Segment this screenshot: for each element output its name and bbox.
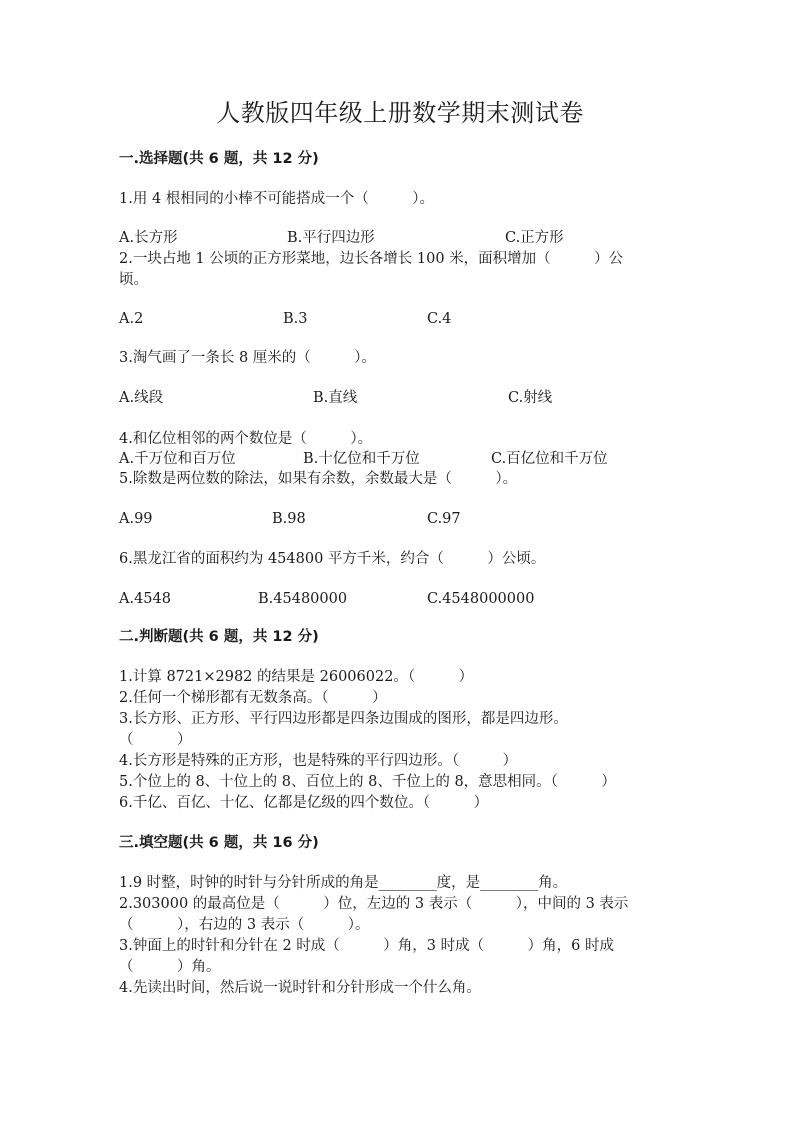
fill-in-line-continued: （ ）角。 — [119, 959, 221, 975]
page-title: 人教版四年级上册数学期末测试卷 — [216, 99, 584, 127]
judgment-line: 2.任何一个梯形都有无数条高。（ ） — [119, 690, 387, 706]
option-b: B.3 — [283, 311, 308, 327]
judgment-line: 1.计算 8721×2982 的结果是 26006022。（ ） — [119, 669, 474, 685]
option-c: C.射线 — [508, 390, 553, 406]
fill-in-line: 2.303000 的最高位是（ ）位，左边的 3 表示（ ），中间的 3 表示 — [119, 896, 629, 912]
judgment-line: 5.个位上的 8、十位上的 8、百位上的 8、千位上的 8，意思相同。（ ） — [119, 774, 616, 790]
judgment-line-continued: （ ） — [119, 732, 192, 748]
section-heading-fill-in: 三.填空题(共 6 题，共 16 分) — [119, 835, 319, 851]
option-b: B.直线 — [313, 390, 358, 406]
question-text: 1.用 4 根相同的小棒不可能搭成一个（ ）。 — [119, 191, 435, 207]
fill-in-line-continued: （ ），右边的 3 表示（ ）。 — [119, 917, 370, 933]
option-c: C.百亿位和千万位 — [491, 451, 608, 467]
option-a: A.99 — [119, 511, 153, 527]
section-heading-choice: 一.选择题(共 6 题，共 12 分) — [119, 151, 319, 167]
fill-in-line: 1.9 时整，时钟的时针与分针所成的角是________度，是________角。 — [119, 875, 568, 891]
option-c: C.正方形 — [505, 230, 564, 246]
option-c: C.4548000000 — [427, 591, 535, 607]
question-text-continued: 顷。 — [119, 272, 148, 288]
question-text: 4.和亿位相邻的两个数位是（ ）。 — [119, 431, 373, 447]
question-text: 6.黑龙江省的面积约为 454800 平方千米，约合（ ）公顷。 — [119, 551, 546, 567]
option-c: C.97 — [427, 511, 461, 527]
option-a: A.千万位和百万位 — [119, 451, 236, 467]
fill-in-line: 4.先读出时间，然后说一说时针和分针形成一个什么角。 — [119, 980, 481, 996]
option-a: A.线段 — [119, 390, 164, 406]
option-a: A.2 — [119, 311, 144, 327]
question-text: 5.除数是两位数的除法，如果有余数，余数最大是（ ）。 — [119, 471, 518, 487]
option-a: A.长方形 — [119, 230, 178, 246]
question-text: 3.淘气画了一条长 8 厘米的（ ）。 — [119, 350, 377, 366]
option-b: B.98 — [272, 511, 306, 527]
option-b: B.平行四边形 — [287, 230, 375, 246]
option-b: B.十亿位和千万位 — [303, 451, 420, 467]
section-heading-judgment: 二.判断题(共 6 题，共 12 分) — [119, 629, 319, 645]
option-b: B.45480000 — [258, 591, 348, 607]
fill-in-line: 3.钟面上的时针和分针在 2 时成（ ）角，3 时成（ ）角，6 时成 — [119, 938, 614, 954]
judgment-line: 3.长方形、正方形、平行四边形都是四条边围成的图形，都是四边形。 — [119, 711, 568, 727]
question-text: 2.一块占地 1 公顷的正方形菜地，边长各增长 100 米，面积增加（ ）公 — [119, 251, 624, 267]
judgment-line: 4.长方形是特殊的正方形，也是特殊的平行四边形。（ ） — [119, 753, 518, 769]
option-c: C.4 — [427, 311, 452, 327]
judgment-line: 6.千亿、百亿、十亿、亿都是亿级的四个数位。（ ） — [119, 795, 489, 811]
option-a: A.4548 — [119, 591, 171, 607]
